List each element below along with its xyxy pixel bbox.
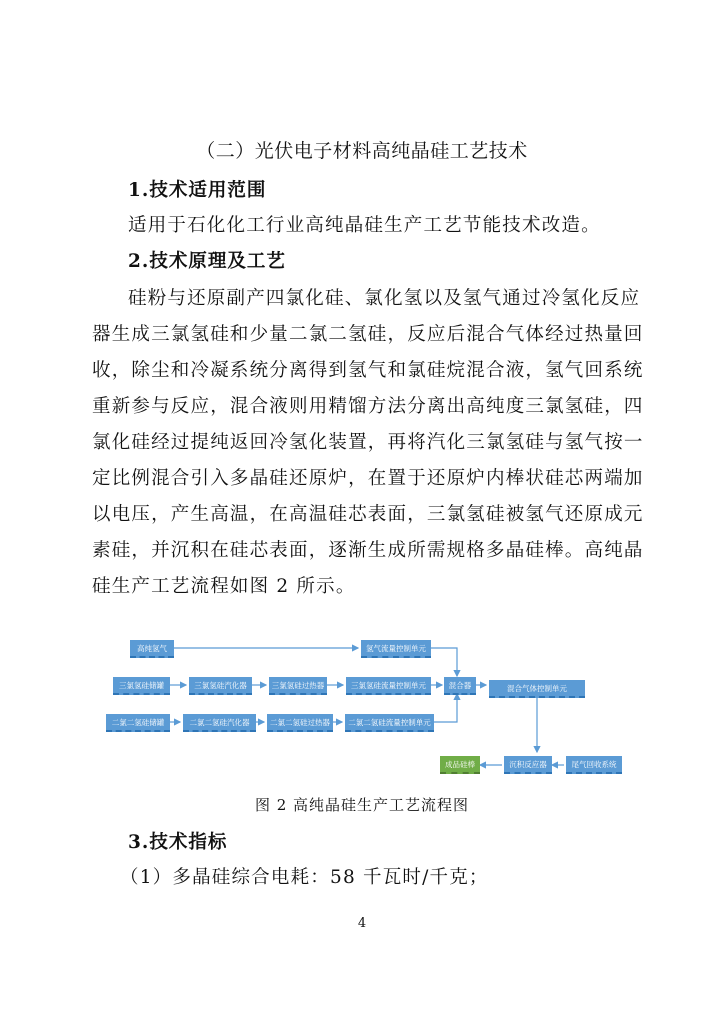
paragraph-line: 定比例混合引入多晶硅还原炉，在置于还原炉内棒状硅芯两端加: [92, 468, 644, 489]
subheading-principle: 2.技术原理及工艺: [128, 251, 286, 272]
tcs-flow-control-box: 三氯氢硅流量控制单元: [346, 677, 431, 695]
paragraph-line: 氯化硅经过提纯返回冷氢化装置，再将汽化三氯氢硅与氢气按一: [92, 432, 644, 453]
high-purity-hydrogen-box: 高纯氢气: [130, 640, 174, 658]
product-silicon-rod-box: 成品硅棒: [440, 756, 480, 774]
hydrogen-flow-control-box: 氢气流量控制单元: [361, 640, 431, 658]
paragraph-line: 收，除尘和冷凝系统分离得到氢气和氯硅烷混合液，氢气回系统: [92, 360, 644, 381]
subheading-scope: 1.技术适用范围: [128, 180, 267, 201]
paragraph-line: 素硅，并沉积在硅芯表面，逐渐生成所需规格多晶硅棒。高纯晶: [92, 540, 644, 561]
process-flow-diagram: [100, 628, 630, 778]
paragraph-line: 器生成三氯氢硅和少量二氯二氢硅，反应后混合气体经过热量回: [92, 324, 644, 345]
flow-arrow: [431, 648, 457, 676]
paragraph-line: 重新参与反应，混合液则用精馏方法分离出高纯度三氯氢硅，四: [92, 396, 644, 417]
dcs-vaporizer-box: 二氯二氢硅汽化器: [183, 714, 256, 732]
mixed-gas-control-box: 混合气体控制单元: [489, 680, 585, 698]
paragraph-line: 硅生产工艺流程如图 2 所示。: [92, 576, 356, 597]
paragraph-line: 硅粉与还原副产四氯化硅、氯化氢以及氢气通过冷氢化反应: [128, 288, 641, 309]
flow-arrow: [434, 694, 457, 722]
tcs-tank-box: 三氯氢硅储罐: [113, 677, 170, 695]
mixer-box: 混合器: [444, 677, 476, 695]
dcs-superheater-box: 二氯二氢硅过热器: [267, 714, 333, 732]
dcs-tank-box: 二氯二氢硅储罐: [106, 714, 170, 732]
paragraph-scope: 适用于石化化工行业高纯晶硅生产工艺节能技术改造。: [128, 215, 601, 236]
dcs-flow-control-box: 二氯二氢硅流量控制单元: [345, 714, 434, 732]
figure-caption: 图 2 高纯晶硅生产工艺流程图: [254, 796, 470, 814]
tail-gas-recovery-box: 尾气回收系统: [566, 756, 622, 774]
section-heading: （二）光伏电子材料高纯晶硅工艺技术: [196, 140, 528, 162]
tcs-superheater-box: 三氯氢硅过热器: [269, 677, 327, 695]
tcs-vaporizer-box: 三氯氢硅汽化器: [189, 677, 252, 695]
subheading-indicators: 3.技术指标: [128, 832, 228, 853]
paragraph-line: 以电压，产生高温，在高温硅芯表面，三氯氢硅被氢气还原成元: [92, 504, 644, 525]
deposition-reactor-box: 沉积反应器: [504, 756, 552, 774]
paragraph-indicator-1: （1）多晶硅综合电耗：58 千瓦时/千克；: [120, 867, 489, 888]
page-number: 4: [357, 916, 367, 931]
